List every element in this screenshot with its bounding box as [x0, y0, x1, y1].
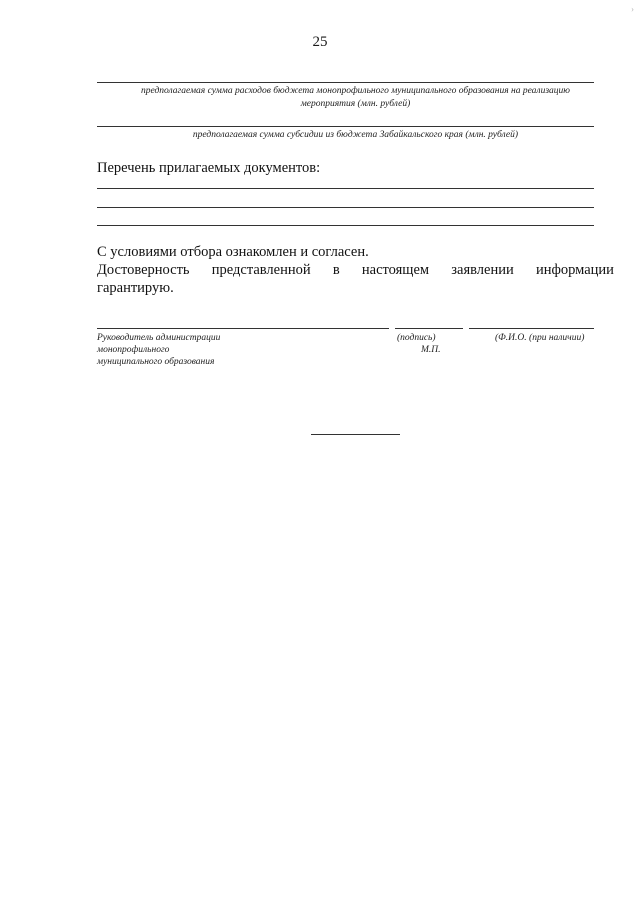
documents-heading: Перечень прилагаемых документов: [97, 160, 321, 176]
end-divider [311, 434, 400, 435]
expenses-caption-line2: мероприятия (млн. рублей) [300, 99, 411, 109]
signature-field-line[interactable] [395, 328, 463, 329]
page-number: 25 [312, 34, 328, 50]
name-field-line[interactable] [469, 328, 594, 329]
subsidy-caption: предполагаемая сумма субсидии из бюджета Забайкальского края (млн. рублей) [192, 130, 519, 140]
agreement-line-1: С условиями отбора ознакомлен и согласен. [97, 244, 369, 260]
position-label-line2: монопрофильного [97, 345, 170, 355]
subsidy-field-line[interactable] [97, 126, 594, 127]
documents-line-2[interactable] [97, 207, 594, 208]
position-label-line1: Руководитель администрации [97, 333, 221, 343]
agreement-word: в [332, 262, 340, 278]
position-label-line3: муниципального образования [97, 357, 215, 367]
agreement-word: заявлении [451, 262, 514, 278]
expenses-field-line[interactable] [97, 82, 594, 83]
agreement-word: настоящем [361, 262, 430, 278]
corner-mark: › [631, 4, 634, 14]
documents-line-3[interactable] [97, 225, 594, 226]
stamp-label: М.П. [421, 345, 441, 355]
agreement-word: информации [535, 262, 614, 278]
documents-line-1[interactable] [97, 188, 594, 189]
agreement-line-3: гарантирую. [97, 280, 174, 296]
agreement-word: Достоверность [97, 262, 190, 278]
signature-label: (подпись) [397, 333, 436, 343]
name-label: (Ф.И.О. (при наличии) [495, 333, 585, 343]
agreement-word: представленной [211, 262, 311, 278]
position-field-line[interactable] [97, 328, 389, 329]
agreement-line-2 [97, 262, 614, 279]
expenses-caption-line1: предполагаемая сумма расходов бюджета монопрофильного муниципального образования на реализацию [141, 86, 570, 96]
